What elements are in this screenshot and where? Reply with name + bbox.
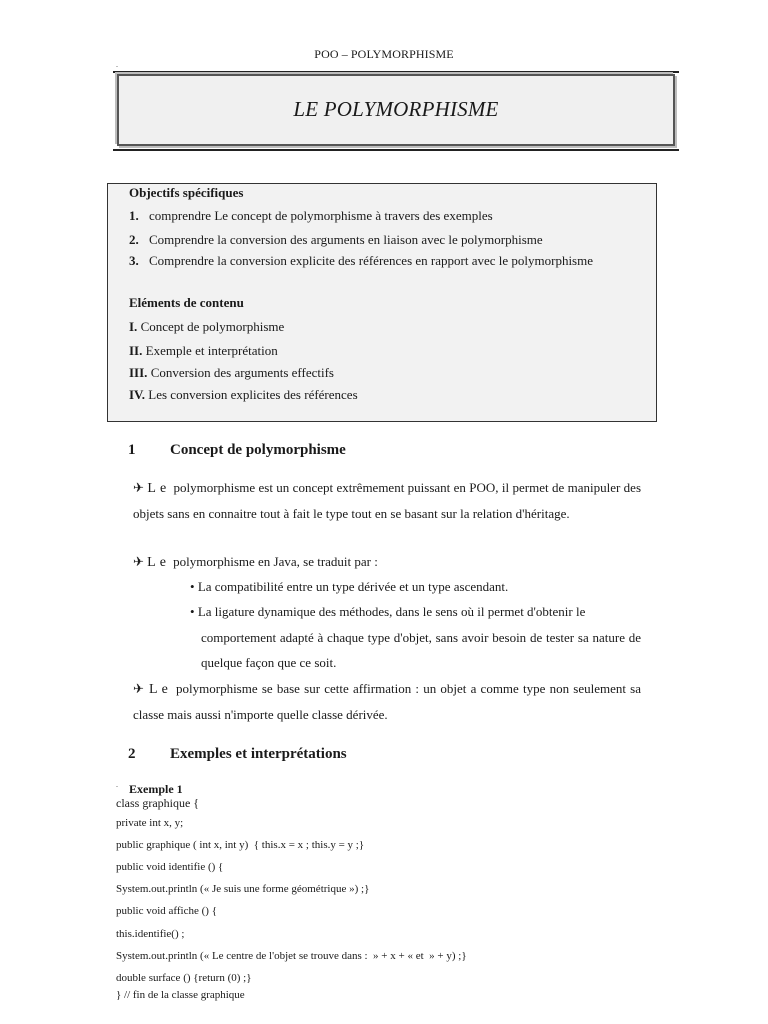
arrow-icon: ✈	[133, 681, 145, 696]
objective-text: Comprendre la conversion explicite des références en rapport avec le polymorphisme	[149, 253, 593, 268]
code-line: double surface () {return (0) ;}	[116, 972, 252, 984]
bullet-icon: •	[190, 579, 195, 594]
objective-num: 2.	[129, 232, 139, 247]
bullet-text: La compatibilité entre un type dérivée et un type ascendant.	[197, 579, 509, 594]
paragraph	[133, 549, 641, 575]
bullet-text-continued: comportement adapté à chaque type d'objet, sans avoir besoin de tester sa nature de quelque façon que ce soit.	[201, 630, 641, 670]
section-title: Exemples et interprétations	[170, 746, 347, 762]
paragraph-lead: Le	[147, 481, 171, 496]
paragraph-text: polymorphisme en Java, se traduit par :	[173, 554, 378, 569]
objective-num: 3.	[129, 253, 139, 268]
running-header: POO – POLYMORPHISME	[314, 47, 454, 61]
paragraph-lead: Le	[149, 682, 172, 697]
bullet-item	[190, 579, 508, 595]
code-line: System.out.println (« Je suis une forme géométrique ») ;}	[116, 883, 370, 895]
paragraph-text: polymorphisme se base sur cette affirmation : un objet a comme type non seulement sa classe mais aussi n'importe quelle classe dérivée.	[133, 681, 642, 722]
objective-text: comprendre Le concept de polymorphisme à travers des exemples	[149, 208, 493, 223]
page-title: LE POLYMORPHISME	[293, 97, 499, 121]
contents-num: IV.	[129, 387, 146, 402]
contents-heading: Eléments de contenu	[129, 295, 244, 310]
contents-num: II.	[129, 343, 143, 358]
paragraph	[133, 676, 641, 727]
contents-item	[129, 343, 278, 359]
contents-item	[129, 319, 284, 335]
contents-item	[129, 365, 334, 381]
bullet-item	[190, 604, 585, 620]
section-number: 1	[128, 442, 136, 458]
code-line: this.identifie() ;	[116, 928, 185, 940]
section-title: Concept de polymorphisme	[170, 442, 346, 458]
bullet-icon: •	[190, 604, 195, 619]
contents-num: III.	[129, 365, 148, 380]
paragraph-text: polymorphisme est un concept extrêmement puissant en POO, il permet de manipuler des objets sans en connaitre tout à fait le type tout en se basant sur la relation d'héritage.	[133, 480, 642, 521]
section-number: 2	[128, 746, 136, 762]
code-line: } // fin de la classe graphique	[116, 989, 245, 1001]
arrow-icon: ✈	[133, 554, 144, 569]
paragraph	[133, 475, 641, 526]
paragraph-lead: Le	[147, 555, 170, 570]
contents-text: Exemple et interprétation	[142, 343, 278, 358]
code-line: public void identifie () {	[116, 861, 224, 873]
header-mark: .	[116, 60, 118, 69]
code-line: public void affiche () {	[116, 905, 217, 917]
objective-text: Comprendre la conversion des arguments en liaison avec le polymorphisme	[149, 232, 543, 247]
contents-text: Conversion des arguments effectifs	[147, 365, 334, 380]
example-mark: .	[116, 780, 118, 789]
contents-item	[129, 387, 358, 403]
example-label: Exemple 1	[129, 782, 183, 796]
code-line: private int x, y;	[116, 817, 184, 829]
code-line: class graphique {	[116, 796, 200, 810]
contents-text: Les conversion explicites des références	[145, 387, 358, 402]
objective-num: 1.	[129, 208, 139, 223]
arrow-icon: ✈	[133, 480, 145, 495]
code-line: System.out.println (« Le centre de l'objet se trouve dans : » + x + « et » + y) ;}	[116, 950, 467, 962]
contents-num: I.	[129, 319, 138, 334]
objectives-heading: Objectifs spécifiques	[129, 185, 244, 200]
code-line: public graphique ( int x, int y) { this.x = x ; this.y = y ;}	[116, 839, 365, 851]
contents-text: Concept de polymorphisme	[137, 319, 285, 334]
bullet-text: La ligature dynamique des méthodes, dans le sens où il permet d'obtenir le	[197, 604, 586, 619]
